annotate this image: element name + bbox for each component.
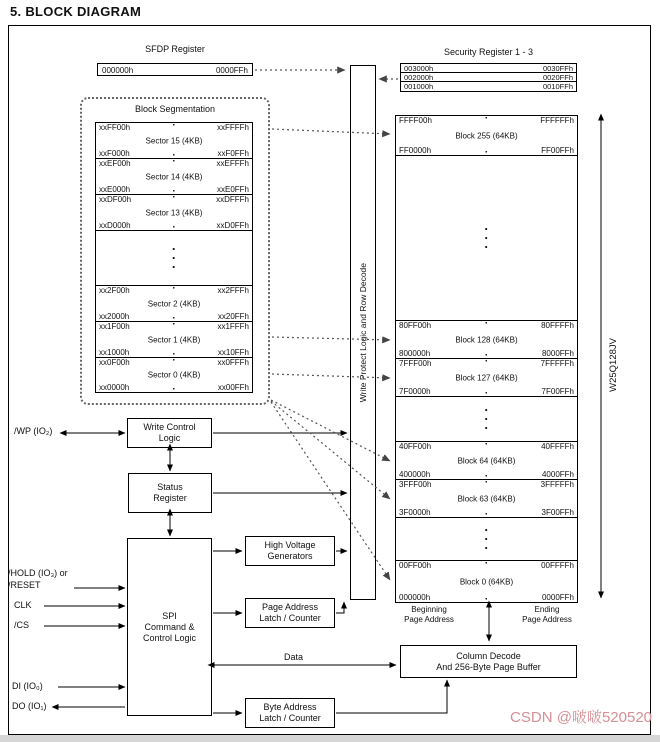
sector-address: · xxDF00h xyxy=(99,195,132,204)
security-row xyxy=(401,82,576,91)
ending-line1: Ending xyxy=(534,605,560,614)
block-label: Block 0 (64KB) xyxy=(459,577,514,586)
cs-pin-label: /CS xyxy=(14,620,30,630)
sector-address: xxF000h xyxy=(99,149,130,158)
sector-label: Sector 15 (4KB) xyxy=(145,136,203,145)
block-address: · 3FFF00h xyxy=(399,480,432,489)
block-address: 000000h xyxy=(399,593,431,602)
sector-address: xxD000h xyxy=(99,221,131,230)
sector-ellipsis-row xyxy=(96,231,252,286)
block-label: Block 255 (64KB) xyxy=(455,131,518,140)
ending-page-address-label xyxy=(514,605,580,625)
block-address: · 80FF00h xyxy=(399,321,432,330)
write-control-line2: Logic xyxy=(158,433,181,443)
sector-address: xx1FFFh xyxy=(217,322,249,331)
sector-address: xxFFFFh xyxy=(217,123,249,132)
sfdp-end-address: 0000FFh xyxy=(215,66,248,75)
memory-array xyxy=(395,115,578,603)
sector-address: xxDFFFh xyxy=(216,195,249,204)
sector-address: xx2FFFh xyxy=(217,286,249,295)
block-label: Block 64 (64KB) xyxy=(457,456,516,465)
vertical-ellipsis xyxy=(484,406,488,433)
page-addr-line1: Page Address xyxy=(261,602,319,612)
sector-address: · xxEF00h xyxy=(99,159,131,168)
write-protect-row-decode-box xyxy=(350,65,376,600)
sector-address: · xx1F00h xyxy=(99,322,130,331)
security-register-label: Security Register 1 - 3 xyxy=(443,47,534,57)
security-row xyxy=(401,64,576,73)
do-pin-label: DO (IO₁) xyxy=(12,701,47,711)
sector-row-13 xyxy=(96,195,252,231)
sector-label: Sector 1 (4KB) xyxy=(147,335,201,344)
spi-line2: Command & xyxy=(144,621,195,632)
di-pin-label: DI (IO₀) xyxy=(12,681,43,691)
block-row-64 xyxy=(396,442,577,480)
security-start-address: 003000h xyxy=(404,64,434,73)
block-address: · 7FFF00h xyxy=(399,359,432,368)
sector-address: xx10FFh xyxy=(217,348,249,357)
block-row-255 xyxy=(396,116,577,156)
status-register-box xyxy=(128,473,212,513)
beginning-line2: Page Address xyxy=(404,615,454,624)
byte-address-latch-box xyxy=(245,698,335,728)
hv-line2: Generators xyxy=(267,551,313,561)
block-label: Block 128 (64KB) xyxy=(455,335,518,344)
page-edge-strip xyxy=(0,735,660,742)
write-protect-row-decode-label: Write Protect Logic and Row Decode xyxy=(358,262,368,403)
status-line1: Status xyxy=(157,482,183,492)
block-address: 3F0000h xyxy=(399,508,431,517)
page-addr-line2: Latch / Counter xyxy=(259,613,321,623)
sector-label: Sector 14 (4KB) xyxy=(145,172,203,181)
block-address: 7F0000h xyxy=(399,387,431,396)
security-start-address: 002000h xyxy=(404,73,434,82)
chip-name: W25Q128JV xyxy=(607,338,619,392)
write-control-line1: Write Control xyxy=(143,422,196,432)
reset-pin-label: /RESET xyxy=(8,580,41,590)
block-ellipsis-row xyxy=(396,518,577,561)
block-row-128 xyxy=(396,321,577,359)
block-label: Block 127 (64KB) xyxy=(455,373,518,382)
sector-address: xxE0FFh xyxy=(216,185,249,194)
sector-row-1 xyxy=(96,322,252,358)
watermark: CSDN @啵啵520520 xyxy=(510,709,652,726)
block-address: 8000FFh xyxy=(541,349,574,358)
byte-addr-line1: Byte Address xyxy=(263,702,317,712)
page-address-latch-box xyxy=(245,598,335,628)
wp-pin-label: /WP (IO₂) xyxy=(14,426,53,436)
block-address: 7F00FFh xyxy=(541,387,574,396)
chip-name-container xyxy=(605,300,621,430)
sector-address: · xx2F00h xyxy=(99,286,130,295)
column-decode-line1: Column Decode xyxy=(456,650,521,661)
sector-address: · xx0F00h xyxy=(99,358,130,367)
sector-label: Sector 0 (4KB) xyxy=(147,370,201,380)
block-address: 0000FFh xyxy=(541,593,574,602)
beginning-page-address-label xyxy=(392,605,466,625)
write-control-logic-box xyxy=(127,418,212,448)
block-address: FF0000h xyxy=(399,146,432,155)
sector-address: xx2000h xyxy=(99,312,130,321)
hv-line1: High Voltage xyxy=(264,540,316,550)
block-row-0 xyxy=(396,561,577,602)
sfdp-register-box xyxy=(97,63,253,76)
block-address: FFFFFFh xyxy=(540,116,574,125)
block-address: 80FFFFh xyxy=(541,321,574,330)
security-end-address: 0030FFh xyxy=(542,64,573,73)
vertical-ellipsis xyxy=(484,225,488,252)
sector-address: · xxFF00h xyxy=(99,123,131,132)
vertical-ellipsis xyxy=(484,526,488,553)
vertical-ellipsis xyxy=(172,245,176,272)
sector-row-2 xyxy=(96,286,252,322)
column-decode-box xyxy=(400,645,577,678)
sector-address: xxF0FFh xyxy=(217,149,249,158)
block-address: · 00FF00h xyxy=(399,561,432,570)
sector-address: xx1000h xyxy=(99,348,130,357)
sector-address: xx00FFh xyxy=(217,383,249,392)
page-title: 5. BLOCK DIAGRAM xyxy=(10,4,142,19)
high-voltage-generators-box xyxy=(245,536,335,566)
block-address: FF00FFh xyxy=(541,146,574,155)
block-address: 3FFFFFh xyxy=(540,480,574,489)
byte-addr-line2: Latch / Counter xyxy=(259,713,321,723)
block-label: Block 63 (64KB) xyxy=(457,494,516,503)
sector-address: xxD0FFh xyxy=(216,221,249,230)
clk-pin-label: CLK xyxy=(14,600,32,610)
sector-table xyxy=(95,122,253,393)
sector-label: Sector 2 (4KB) xyxy=(147,299,201,308)
sector-label: Sector 13 (4KB) xyxy=(145,208,203,217)
spi-line3: Control Logic xyxy=(142,632,197,643)
block-address: · FFFF00h xyxy=(399,116,432,125)
security-row xyxy=(401,73,576,82)
spi-line1: SPI xyxy=(162,610,177,621)
block-address: 7FFFFFh xyxy=(540,359,574,368)
block-ellipsis-row xyxy=(396,397,577,442)
block-row-127 xyxy=(396,359,577,397)
block-address: 00FFFFh xyxy=(541,561,574,570)
block-address: · 40FF00h xyxy=(399,442,432,451)
data-bus-label: Data xyxy=(284,652,304,662)
block-segmentation-label: Block Segmentation xyxy=(134,104,216,114)
spi-command-control-box xyxy=(127,538,212,716)
sector-address: xx20FFh xyxy=(217,312,249,321)
block-address: 3F00FFh xyxy=(541,508,574,517)
block-address: 800000h xyxy=(399,349,431,358)
sector-address: xx0FFFh xyxy=(217,358,249,367)
sector-row-0 xyxy=(96,358,252,392)
sector-address: xxE000h xyxy=(99,185,131,194)
sector-address: xxEFFFh xyxy=(216,159,249,168)
block-ellipsis-row xyxy=(396,156,577,321)
sfdp-register-label: SFDP Register xyxy=(145,44,205,54)
security-end-address: 0020FFh xyxy=(542,73,573,82)
security-start-address: 001000h xyxy=(404,82,434,91)
status-line2: Register xyxy=(153,493,187,503)
column-decode-line2: And 256-Byte Page Buffer xyxy=(436,661,541,672)
sector-address: xx0000h xyxy=(99,383,130,392)
security-register-box xyxy=(400,63,577,92)
block-address: 40FFFFh xyxy=(541,442,574,451)
sector-row-15 xyxy=(96,123,252,159)
block-row-63 xyxy=(396,480,577,518)
beginning-line1: Beginning xyxy=(411,605,447,614)
hold-pin-label: /HOLD (IO₃) or xyxy=(8,568,68,578)
sector-row-14 xyxy=(96,159,252,195)
sfdp-start-address: 000000h xyxy=(102,66,134,75)
block-address: 4000FFh xyxy=(541,470,574,479)
security-end-address: 0010FFh xyxy=(542,82,573,91)
ending-line2: Page Address xyxy=(522,615,572,624)
block-address: 400000h xyxy=(399,470,431,479)
